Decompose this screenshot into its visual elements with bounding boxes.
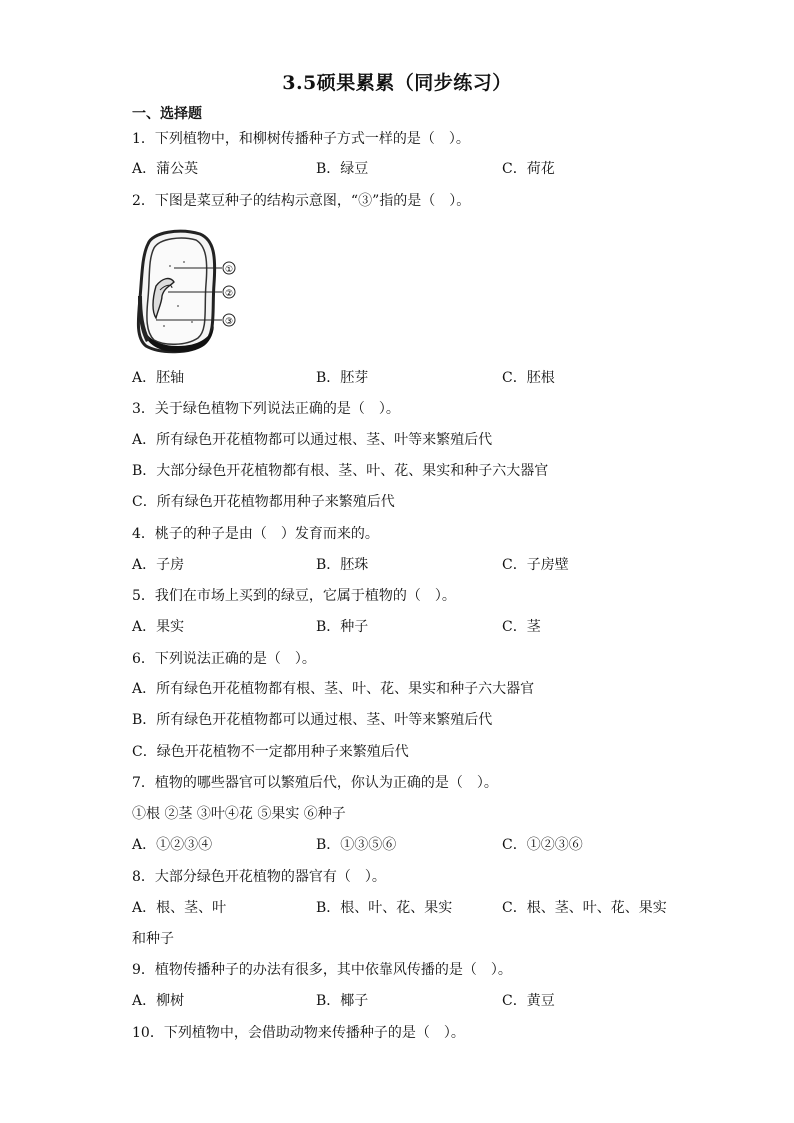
diagram-label-3: ③ [224, 317, 234, 327]
question-1-option-c: C．荷花 [502, 161, 555, 177]
question-3-option-a: A．所有绿色开花植物都可以通过根、茎、叶等来繁殖后代 [132, 432, 493, 448]
question-6-stem: 6．下列说法正确的是（ ）。 [132, 651, 316, 667]
question-7-option-a: A．①②③④ [132, 837, 213, 853]
question-7-stem: 7．植物的哪些器官可以繁殖后代，你认为正确的是（ ）。 [132, 775, 498, 791]
question-5-option-c: C．茎 [502, 619, 541, 635]
page-title: 3.5硕果累累（同步练习） [282, 72, 512, 94]
question-6-option-c: C．绿色开花植物不一定都用种子来繁殖后代 [132, 744, 409, 760]
question-6-option-a: A．所有绿色开花植物都有根、茎、叶、花、果实和种子六大器官 [132, 681, 535, 697]
question-8-option-c-wrap: 和种子 [132, 931, 174, 947]
question-8-option-c: C．根、茎、叶、花、果实 [502, 900, 667, 916]
question-1-stem: 1．下列植物中，和柳树传播种子方式一样的是（ ）。 [132, 131, 470, 147]
question-7-items: ①根 ②茎 ③叶④花 ⑤果实 ⑥种子 [132, 806, 346, 822]
question-2-option-b: B．胚芽 [316, 370, 369, 386]
question-2-stem: 2．下图是菜豆种子的结构示意图，“③”指的是（ ）。 [132, 193, 471, 209]
diagram-label-2: ② [224, 289, 234, 299]
question-9-option-b: B．椰子 [316, 993, 369, 1009]
question-8-option-a: A．根、茎、叶 [132, 900, 227, 916]
question-2-option-c: C．胚根 [502, 370, 555, 386]
question-9-option-c: C．黄豆 [502, 993, 555, 1009]
question-8-option-b: B．根、叶、花、果实 [316, 900, 453, 916]
question-5-option-a: A．果实 [132, 619, 185, 635]
question-4-option-c: C．子房壁 [502, 557, 569, 573]
question-3-option-c: C．所有绿色开花植物都用种子来繁殖后代 [132, 494, 395, 510]
question-8-stem: 8．大部分绿色开花植物的器官有（ ）。 [132, 869, 386, 885]
question-7-option-b: B．①③⑤⑥ [316, 837, 397, 853]
question-2-option-a: A．胚轴 [132, 370, 185, 386]
bean-seed-diagram [134, 226, 244, 358]
question-5-option-b: B．种子 [316, 619, 369, 635]
section-heading: 一、选择题 [132, 106, 202, 122]
question-10-stem: 10．下列植物中，会借助动物来传播种子的是（ ）。 [132, 1025, 465, 1041]
question-6-option-b: B．所有绿色开花植物都可以通过根、茎、叶等来繁殖后代 [132, 712, 493, 728]
question-9-option-a: A．柳树 [132, 993, 185, 1009]
question-9-stem: 9．植物传播种子的办法有很多，其中依靠风传播的是（ ）。 [132, 962, 512, 978]
bean-seed-svg [134, 226, 244, 358]
question-4-stem: 4．桃子的种子是由（ ）发育而来的。 [132, 526, 379, 542]
question-5-stem: 5．我们在市场上买到的绿豆，它属于植物的（ ）。 [132, 588, 456, 604]
question-7-option-c: C．①②③⑥ [502, 837, 583, 853]
question-4-option-b: B．胚珠 [316, 557, 369, 573]
question-3-stem: 3．关于绿色植物下列说法正确的是（ ）。 [132, 401, 400, 417]
question-1-option-b: B．绿豆 [316, 161, 369, 177]
question-4-option-a: A．子房 [132, 557, 185, 573]
question-1-option-a: A．蒲公英 [132, 161, 199, 177]
question-3-option-b: B．大部分绿色开花植物都有根、茎、叶、花、果实和种子六大器官 [132, 463, 549, 479]
diagram-label-1: ① [224, 265, 234, 275]
